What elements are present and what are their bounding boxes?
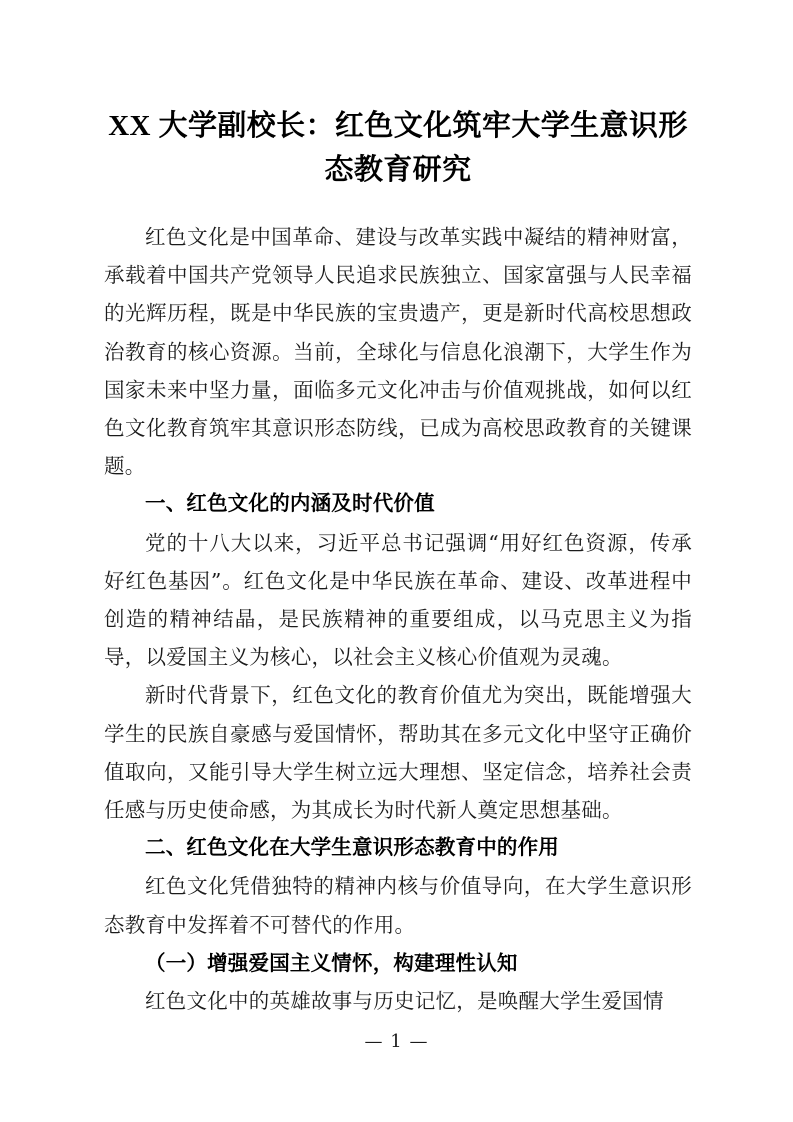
intro-paragraph: 红色文化是中国革命、建设与改革实践中凝结的精神财富，承载着中国共产党领导人民追求民族独立、国家富强与人民幸福的光辉历程，既是中华民族的宝贵遗产，更是新时代高校思想政治教育的核心资源。当前，全球化与信息化浪潮下，大学生作为国家未来中坚力量，面临多元文化冲击与价值观挑战，如何以红色文化教育筑牢其意识形态防线，已成为高校思政教育的关键课题。	[104, 225, 692, 479]
document-body	[104, 192, 692, 1020]
section-heading-1: 一、红色文化的内涵及时代价值	[145, 492, 435, 516]
page-content	[104, 0, 692, 1020]
section1-paragraph-2: 新时代背景下，红色文化的教育价值尤为突出，既能增强大学生的民族自豪感与爱国情怀，帮助其在多元文化中坚守正确价值取向，又能引导大学生树立远大理想、坚定信念，培养社会责任感与历史使命感，为其成长为时代新人奠定思想基础。	[104, 683, 692, 823]
subsection-heading-1: （一）增强爱国主义情怀，构建理性认知	[145, 950, 518, 975]
section-heading-2: 二、红色文化在大学生意识形态教育中的作用	[145, 836, 559, 860]
section2-paragraph-1: 红色文化凭借独特的精神内核与价值导向，在大学生意识形态教育中发挥着不可替代的作用。	[104, 874, 692, 937]
section1-paragraph-1: 党的十八大以来，习近平总书记强调“用好红色资源，传承好红色基因”。红色文化是中华民族在革命、建设、改革进程中创造的精神结晶，是民族精神的重要组成，以马克思主义为指导，以爱国主义为核心，以社会主义核心价值观为灵魂。	[104, 530, 692, 670]
subsection1-paragraph-1: 红色文化中的英雄故事与历史记忆，是唤醒大学生爱国情	[145, 989, 664, 1014]
page-number-footer: — 1 —	[364, 1031, 429, 1052]
page-title: XX 大学副校长：红色文化筑牢大学生意识形态教育研究	[108, 110, 688, 186]
